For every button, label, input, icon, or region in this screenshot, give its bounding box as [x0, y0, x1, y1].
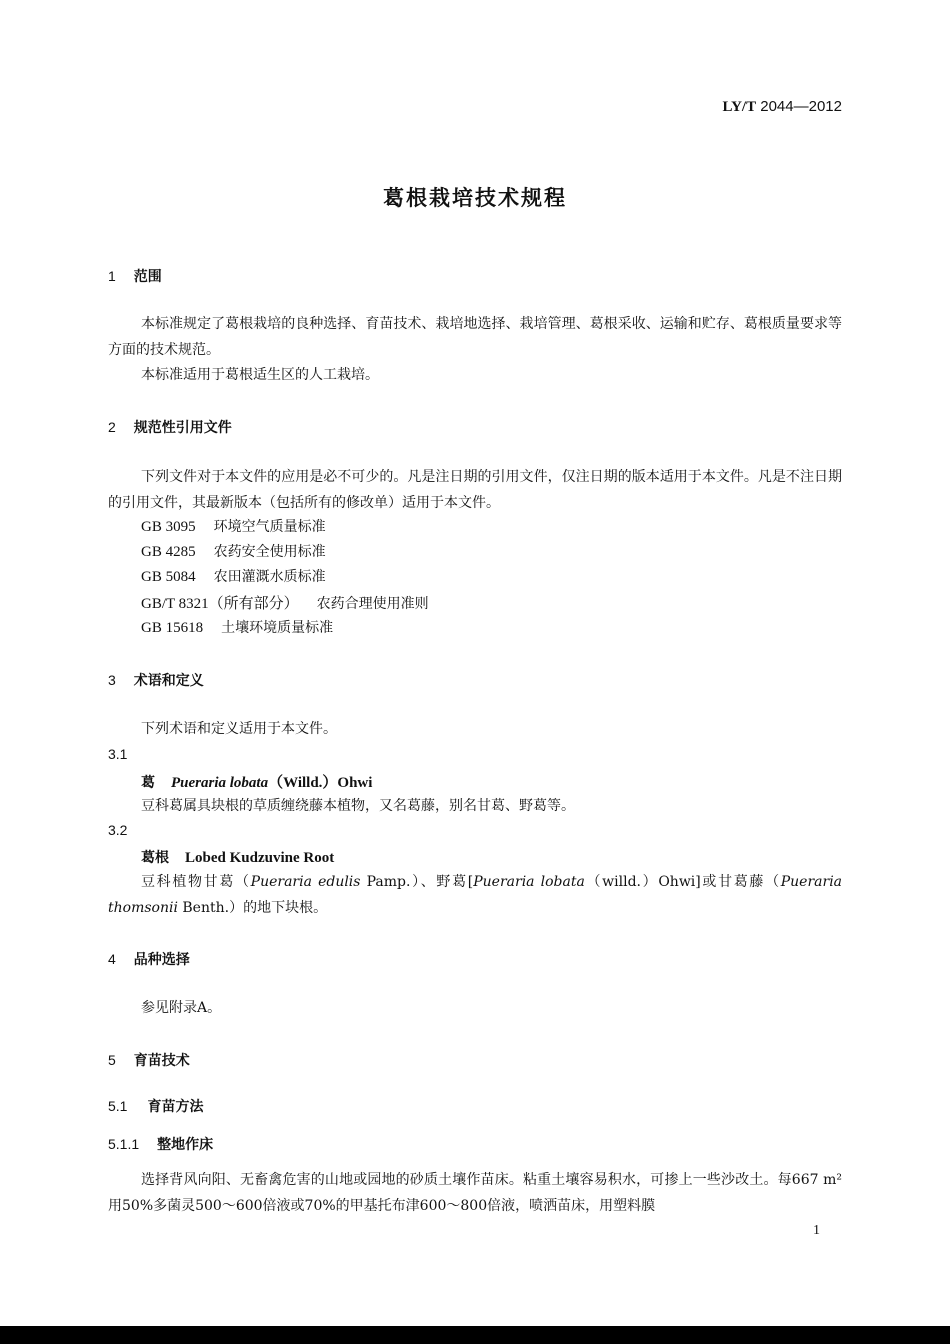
- term-entry: 葛根 Lobed Kudzuvine Root: [141, 850, 335, 866]
- paragraph: 本标准适用于葛根适生区的人工栽培。: [141, 367, 379, 383]
- subsection-heading-5-1-1: 5.1.1 整地作床: [108, 1136, 214, 1153]
- term-definition: 豆科葛属具块根的草质缠绕藤本植物，又名葛藤，别名甘葛、野葛等。: [141, 798, 575, 814]
- section-heading-3: 3 术语和定义: [108, 672, 204, 689]
- term-entry: 葛 Pueraria lobata（Willd.）Ohwi: [141, 775, 373, 791]
- paragraph: 参见附录A。: [141, 1000, 222, 1016]
- reference-item: GB 15618 土壤环境质量标准: [141, 620, 334, 636]
- reference-item: GB 5084 农田灌溉水质标准: [141, 569, 326, 585]
- paragraph: 本标准规定了葛根栽培的良种选择、育苗技术、栽培地选择、栽培管理、葛根采收、运输和贮存、葛根质量要求等方面的技术规范。: [108, 316, 842, 358]
- section-heading-4: 4 品种选择: [108, 951, 190, 968]
- term-number: 3.1: [108, 746, 128, 762]
- section-heading-5: 5 育苗技术: [108, 1052, 190, 1069]
- page-title: 葛根栽培技术规程: [383, 186, 567, 210]
- reference-item: GB/T 8321（所有部分） 农药合理使用准则: [141, 596, 429, 612]
- term-number: 3.2: [108, 822, 128, 838]
- paragraph: 下列文件对于本文件的应用是必不可少的。凡是注日期的引用文件，仅注日期的版本适用于本文件。凡是不注日期的引用文件，其最新版本（包括所有的修改单）适用于本文件。: [108, 469, 842, 511]
- page-number: 1: [813, 1223, 820, 1238]
- term-definition: 豆科植物甘葛（Pueraria edulis Pamp.）、野葛[Pueraria lobata（willd.）Ohwi]或甘葛藤（Pueraria thomsonii Benth.）的地下块根。: [108, 874, 843, 916]
- reference-item: GB 3095 环境空气质量标准: [141, 519, 326, 535]
- section-heading-2: 2 规范性引用文件: [108, 419, 232, 436]
- paragraph: 选择背风向阳、无畜禽危害的山地或园地的砂质土壤作苗床。粘重土壤容易积水，可掺上一些沙改土。每667 m² 用50%多菌灵500～600倍液或70%的甲基托布津600～800倍液，喷洒苗床，用塑料膜: [108, 1172, 842, 1214]
- standard-number: LY/T 2044—2012: [722, 98, 842, 115]
- paragraph: 下列术语和定义适用于本文件。: [141, 721, 337, 737]
- subsection-heading-5-1: 5.1 育苗方法: [108, 1098, 204, 1115]
- page-bottom-band: [0, 1326, 950, 1344]
- reference-item: GB 4285 农药安全使用标准: [141, 544, 326, 560]
- section-heading-1: 1 范围: [108, 268, 162, 285]
